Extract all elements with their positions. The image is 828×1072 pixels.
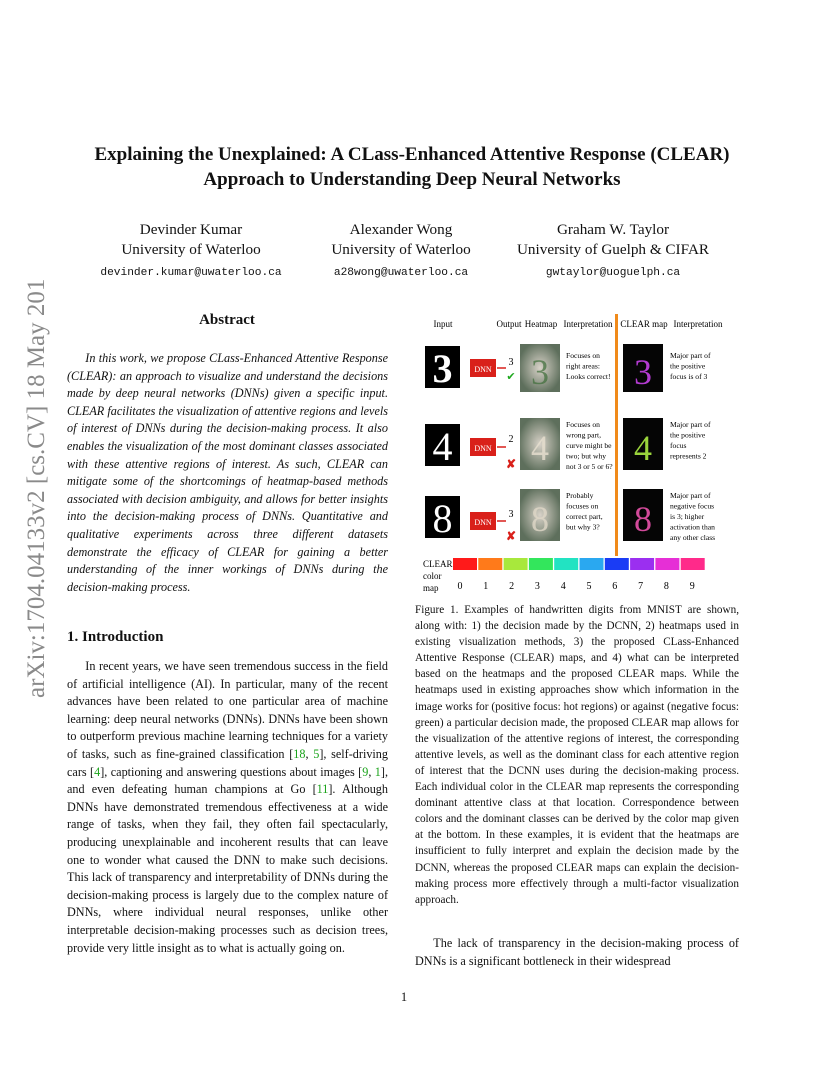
- color-map-label: map: [423, 583, 439, 593]
- author-name: Devinder Kumar: [139, 221, 243, 238]
- page-number: 1: [400, 990, 408, 1004]
- author-affiliation: University of Waterloo: [121, 241, 261, 258]
- clear-map-digit: 4: [634, 428, 652, 468]
- introduction-heading: 1. Introduction: [67, 629, 164, 645]
- interpretation-line: Major part of: [670, 351, 711, 360]
- arxiv-stamp-text: arXiv:1704.04133v2 [cs.CV] 18 May 2017: [23, 280, 50, 698]
- dnn-label: DNN: [474, 365, 492, 374]
- heatmap-digit: 3: [531, 352, 549, 392]
- author-email[interactable]: gwtaylor@uoguelph.ca: [545, 267, 681, 279]
- citation-link[interactable]: 9: [362, 764, 369, 779]
- dnn-label: DNN: [474, 518, 492, 527]
- interpretation-line: but why 3?: [566, 522, 600, 532]
- figure-divider: [615, 314, 618, 556]
- color-swatch: [554, 558, 578, 570]
- interpretation-line: focus: [670, 441, 687, 450]
- text-run: ], captioning and answering questions about images [: [100, 764, 363, 779]
- color-map-digit: 9: [689, 581, 695, 592]
- figure-row: [425, 418, 711, 471]
- clear-map-digit: 8: [634, 499, 652, 539]
- color-map-digit: 3: [534, 581, 540, 592]
- output-digit: 3: [508, 357, 514, 368]
- check-icon: ✔: [506, 371, 516, 383]
- citation-link[interactable]: 1: [374, 764, 381, 779]
- citation-link[interactable]: 18: [293, 746, 306, 761]
- figure-1: [420, 314, 740, 596]
- color-map-digit: 5: [586, 581, 592, 592]
- col-header-output: Output: [496, 319, 522, 329]
- interpretation-line: correct part,: [566, 512, 603, 521]
- interpretation-line: the positive: [670, 361, 706, 371]
- interpretation-line: any other class: [670, 533, 716, 542]
- color-map-digit: 2: [509, 581, 515, 592]
- clear-color-map: [423, 558, 705, 593]
- interpretation-line: focuses on: [566, 501, 599, 511]
- author-block: [68, 220, 314, 283]
- citation-link[interactable]: 4: [94, 764, 101, 779]
- paper-title: Explaining the Unexplained: A CLass-Enhanced Attentive Response (CLEAR) Approach to Understanding Deep Neural Networks: [94, 144, 730, 190]
- text-run: ], self-driving cars [: [67, 746, 388, 779]
- color-swatch: [681, 558, 705, 570]
- interpretation-line: wrong part,: [566, 430, 602, 440]
- color-swatch: [655, 558, 679, 570]
- figure-row: [425, 489, 715, 543]
- col-header-clear-map: CLEAR map: [620, 319, 668, 329]
- figure-row: [425, 344, 711, 392]
- figure-caption: Figure 1. Examples of handwritten digits from MNIST are shown, along with: 1) the decision made by the DCNN, 2) heatmaps used in existing visualization methods, 3) the proposed CLass-Enhanced Attentive Response (CLEAR) maps, and 4) what can be interpreted based on the heatmaps and the proposed CLEAR maps. While the heatmaps used in existing approaches show which information in the image works for (positive focus: hot regions) or against (negative focus: green) a particular decision made, the proposed CLEAR map allows for the visualization of the attentive regions of interest, the corresponding attentive levels, as well as the dominant class for each attentive region of interest that the DCNN uses during the decision-making process. Each individual color in the CLEAR map represents the corresponding dominant attentive class at that location. Correspondence between colors and the dominant classes can be derived by the color map given at the bottom. In these examples, it is evident that the heatmaps are insufficient to fully interpret and explain the decision made by the DCNN, whereas the proposed CLEAR maps can explain the decision-making process more effectively through a multi-factor visualization approach.: [415, 604, 739, 906]
- clear-map-interpretation: [670, 491, 715, 542]
- abstract-heading: Abstract: [199, 312, 255, 328]
- interpretation-line: activation than: [670, 522, 715, 532]
- interpretation-line: negative focus: [670, 501, 715, 511]
- interpretation-line: represents 2: [670, 451, 707, 461]
- arxiv-stamp: [14, 280, 54, 700]
- figure-1-graphic: [420, 314, 740, 596]
- text-run: ]. Although DNNs have demonstrated tremendous effectiveness at a wide range of tasks, when they fail, they often fail spectacularly, producing unexplainable and incoherent results that can leave one to wonder what caused the DNN to make such decisions. This lack of transparency and interpretability of DNNs during the decision-making process is largely due to the complex nature of DNNs, where individual neural responses, unlike other interpretable decision-making processes such as decision trees, provide very little insight as to what is actually going on.: [67, 782, 388, 955]
- cross-icon: ✘: [505, 529, 517, 543]
- interpretation-line: right areas:: [566, 361, 600, 371]
- color-swatch: [453, 558, 477, 570]
- abstract-text: In this work, we propose CLass-Enhanced Attentive Response (CLEAR): an approach to visualize and understand the decisions made by deep neural networks (DNNs) given a specific input. CLEAR facilitates the visualization of attentive regions and levels of interest of DNNs during the decision-making process. It also enables the visualization of the most dominant classes associated with these attentive regions of interest. As such, CLEAR can mitigate some of the shortcomings of heatmap-based methods associated with decision ambiguity, and allows for better insights into the decision-making process of DNNs. Quantitative and qualitative experiments across three different datasets demonstrate the efficacy of CLEAR for gaining a better understanding of the inner workings of DNNs during the decision-making process.: [67, 351, 388, 594]
- col-header-heatmap: Heatmap: [524, 319, 558, 329]
- author-block: [498, 220, 728, 283]
- color-map-digit: 1: [483, 581, 489, 592]
- color-map-digit: 7: [638, 581, 644, 592]
- body-text-right: The lack of transparency in the decision-making process of DNNs is a significant bottleneck in their widespread: [415, 936, 739, 968]
- clear-map-digit: 3: [634, 352, 652, 392]
- introduction-text: [67, 658, 388, 957]
- text-run: ], and even defeating human champions at Go [: [67, 764, 388, 797]
- clear-map-interpretation: [670, 420, 711, 461]
- color-swatch: [580, 558, 604, 570]
- citation-link[interactable]: 11: [316, 782, 329, 797]
- color-swatch: [529, 558, 553, 570]
- color-swatch: [504, 558, 528, 570]
- author-email[interactable]: a28wong@uwaterloo.ca: [333, 267, 469, 279]
- heatmap-interpretation: [566, 351, 611, 381]
- color-map-label: color: [423, 571, 442, 581]
- color-swatch: [478, 558, 502, 570]
- output-digit: 3: [508, 509, 514, 520]
- text-run: ,: [368, 764, 375, 779]
- dnn-label: DNN: [474, 444, 492, 453]
- input-digit: 8: [432, 496, 453, 541]
- interpretation-line: is 3; higher: [670, 512, 705, 521]
- interpretation-line: Probably: [566, 491, 594, 500]
- heatmap-digit: 8: [531, 499, 549, 539]
- heatmap-digit: 4: [531, 428, 549, 468]
- input-digit: 4: [432, 424, 453, 469]
- col-header-input: Input: [433, 319, 453, 329]
- interpretation-line: Major part of: [670, 420, 711, 429]
- heatmap-interpretation: [566, 420, 613, 471]
- clear-map-interpretation: [670, 351, 711, 381]
- color-swatch: [630, 558, 654, 570]
- citation-link[interactable]: 5: [313, 746, 320, 761]
- color-map-digit: 4: [560, 581, 566, 592]
- input-digit: 3: [432, 346, 453, 391]
- color-map-digit: 6: [612, 581, 618, 592]
- heatmap-interpretation: [566, 491, 603, 532]
- author-email[interactable]: devinder.kumar@uwaterloo.ca: [100, 267, 282, 279]
- interpretation-line: Major part of: [670, 491, 711, 500]
- author-block: [316, 220, 486, 283]
- interpretation-line: curve might be: [566, 441, 612, 450]
- color-map-digit: 0: [457, 581, 463, 592]
- col-header-interpretation: Interpretation: [563, 319, 613, 329]
- interpretation-line: Looks correct!: [566, 372, 611, 381]
- author-name: Alexander Wong: [349, 221, 453, 238]
- interpretation-line: focus is of 3: [670, 372, 708, 381]
- cross-icon: ✘: [505, 457, 517, 471]
- interpretation-line: Focuses on: [566, 351, 600, 360]
- interpretation-line: not 3 or 5 or 6?: [566, 462, 613, 471]
- output-digit: 2: [508, 434, 514, 445]
- author-affiliation: University of Guelph & CIFAR: [516, 241, 710, 258]
- author-affiliation: University of Waterloo: [331, 241, 471, 258]
- col-header-interpretation-2: Interpretation: [673, 319, 723, 329]
- interpretation-line: the positive: [670, 430, 706, 440]
- interpretation-line: two; but why: [566, 451, 607, 461]
- text-run: In recent years, we have seen tremendous success in the field of artificial intelligence (AI). In particular, many of the recent advances have been related to one particular area of machine learning: deep neural networks (DNNs). DNNs have been shown to outperform previous machine learning techniques for a variety of tasks, such as fine-grained classification [: [67, 659, 388, 761]
- color-map-digit: 8: [663, 581, 669, 592]
- text-run: ,: [305, 746, 314, 761]
- interpretation-line: Focuses on: [566, 420, 600, 429]
- color-swatch: [605, 558, 629, 570]
- author-name: Graham W. Taylor: [556, 221, 670, 238]
- color-map-label: CLEAR: [423, 559, 453, 569]
